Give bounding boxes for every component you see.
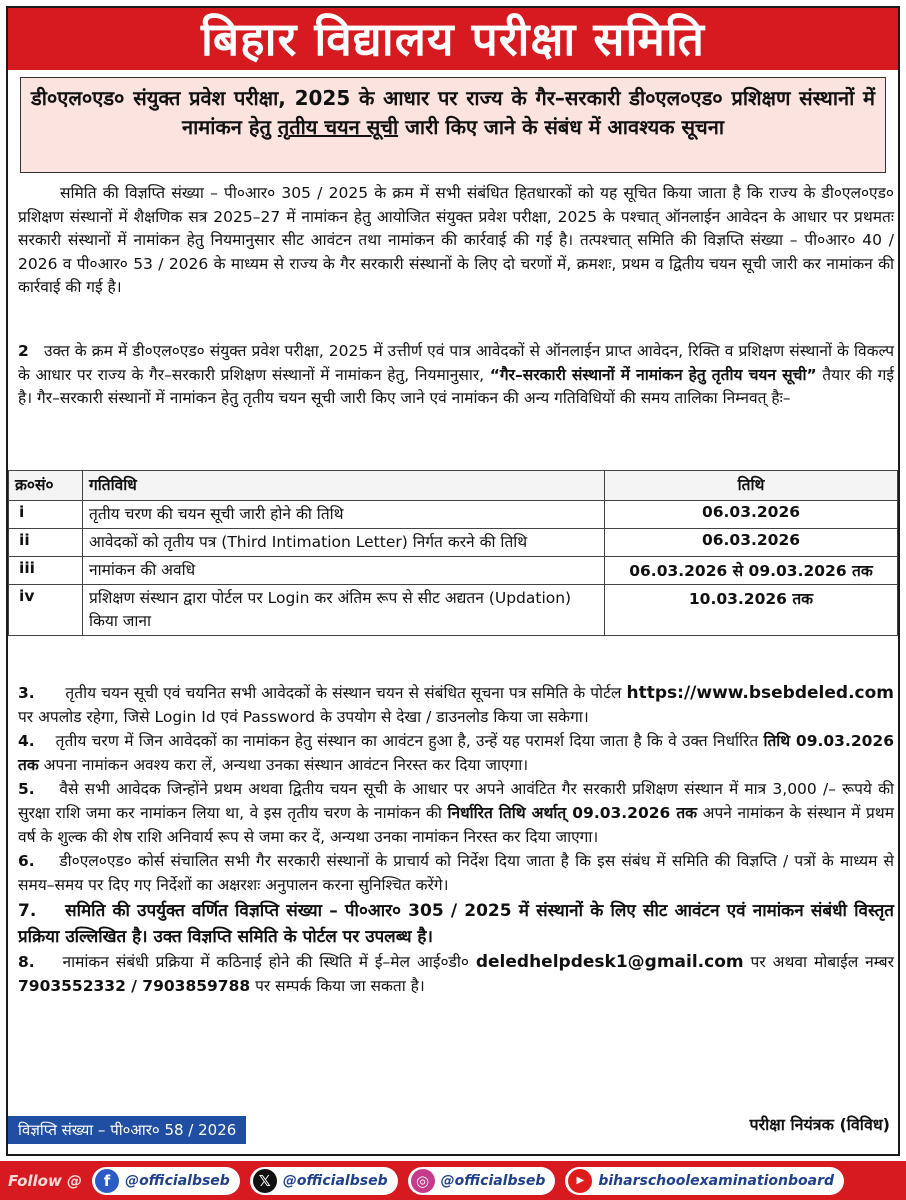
point-4 bbox=[18, 730, 894, 777]
point-4-pre: तृतीय चरण में जिन आवेदकों का नामांकन हेतु संस्थान का आवंटन हुआ है, उन्हें यह परामर्श दिया जाता है कि वे उक्त निर्धारित bbox=[55, 732, 764, 751]
paragraph-2 bbox=[18, 340, 894, 411]
facebook-icon: f bbox=[95, 1169, 119, 1193]
youtube-link[interactable] bbox=[565, 1167, 844, 1195]
point-8-mid: पर अथवा मोबाईल नम्बर bbox=[743, 953, 894, 972]
point-6-number: 6. bbox=[18, 852, 35, 871]
x-handle: @officialbseb bbox=[282, 1172, 388, 1189]
point-5-number: 5. bbox=[18, 780, 35, 799]
point-5-bold: निर्धारित तिथि अर्थात् 09.03.2026 तक bbox=[447, 803, 698, 822]
subject-underlined: तृतीय चयन सूची bbox=[277, 115, 399, 139]
table-row bbox=[9, 585, 898, 636]
paragraph-2-number: 2 bbox=[18, 342, 29, 360]
schedule-table bbox=[8, 470, 898, 636]
row-serial: iii bbox=[9, 557, 83, 585]
point-8 bbox=[18, 951, 894, 998]
signatory: परीक्षा नियंत्रक (विविध) bbox=[749, 1115, 890, 1134]
row-date: 06.03.2026 bbox=[605, 529, 898, 557]
numbered-points bbox=[18, 682, 894, 1000]
paragraph-1: समिति की विज्ञप्ति संख्या – पी०आर० 305 / 2025 के क्रम में सभी संबंधित हितधारकों को यह सूचित किया जाता है कि राज्य के डी०एल०एड० प्रशिक्षण संस्थानों में शैक्षणिक सत्र 2025–27 में नामांकन हेतु आयोजित संयुक्त प्रवेश परीक्षा, 2025 के पश्चात् ऑनलाईन आवेदन के आधार पर प्रथमतः सरकारी संस्थानों में नामांकन हेतु नियमानुसार सीट आवंटन तथा नामांकन की कार्रवाई की गई है। तत्पश्चात् समिति की विज्ञप्ति संख्या – पी०आर० 40 / 2026 व पी०आर० 53 / 2026 के माध्यम से राज्य के गैर सरकारी संस्थानों के लिए दो चरणों में, क्रमशः, प्रथम व द्वितीय चयन सूची जारी कर नामांकन की कार्रवाई की गई है। bbox=[18, 184, 894, 297]
schedule-header-row bbox=[9, 471, 898, 501]
board-title: बिहार विद्यालय परीक्षा समिति bbox=[8, 8, 898, 70]
point-6 bbox=[18, 850, 894, 897]
facebook-handle: @officialbseb bbox=[125, 1172, 230, 1189]
point-3-pre: तृतीय चयन सूची एवं चयनित सभी आवेदकों के संस्थान चयन से संबंधित सूचना पत्र समिति के पोर्टल bbox=[65, 684, 627, 702]
row-date: 10.03.2026 तक bbox=[605, 585, 898, 636]
instagram-icon: ◎ bbox=[411, 1169, 435, 1193]
row-serial: ii bbox=[9, 529, 83, 557]
point-3-number: 3. bbox=[18, 684, 35, 702]
header-date: तिथि bbox=[605, 471, 898, 501]
point-4-post: अपना नामांकन अवश्य करा लें, अन्यथा उनका संस्थान आवंटन निरस्त कर दिया जाएगा। bbox=[38, 755, 529, 774]
subject-post: जारी किए जाने के संबंध में आवश्यक सूचना bbox=[398, 115, 725, 139]
x-link[interactable] bbox=[250, 1167, 398, 1195]
point-3-post: पर अपलोड रहेगा, जिसे Login Id एवं Password के उपयोग से देखा / डाउनलोड किया जा सकेगा। bbox=[18, 707, 589, 726]
helpdesk-email[interactable]: deledhelpdesk1@gmail.com bbox=[475, 952, 744, 973]
row-serial: iv bbox=[9, 585, 83, 636]
facebook-link[interactable] bbox=[92, 1167, 240, 1195]
point-8-number: 8. bbox=[18, 953, 35, 972]
table-row bbox=[9, 557, 898, 585]
portal-link[interactable]: https://www.bsebdeled.com bbox=[626, 683, 894, 703]
point-7-text: समिति की उपर्युक्त वर्णित विज्ञप्ति संख्या – पी०आर० 305 / 2025 में संस्थानों के लिए सीट आवंटन एवं नामांकन संबंधी विस्तृत प्रक्रिया उल्लिखित है। उक्त विज्ञप्ति समिति के पोर्टल पर उपलब्ध है। bbox=[18, 901, 894, 948]
row-activity: प्रशिक्षण संस्थान द्वारा पोर्टल पर Login कर अंतिम रूप से सीट अद्यतन (Updation) किया जाना bbox=[83, 585, 605, 636]
point-5-pre: वैसे सभी आवेदक जिन्होंने प्रथम अथवा द्वितीय चयन सूची के आधार पर अपने आवंटित गैर सरकारी प्रशिक्षण संस्थान में मात्र 3,000 /– रूपये की सुरक्षा राशि जमा कर नामांकन लिया था, वे इस तृतीय चरण के नामांकन की bbox=[18, 780, 894, 822]
row-date: 06.03.2026 bbox=[605, 501, 898, 529]
point-8-pre: नामांकन संबंधी प्रक्रिया में कठिनाई होने की स्थिति में ई–मेल आई०डी० bbox=[62, 953, 476, 972]
point-8-post: पर सम्पर्क किया जा सकता है। bbox=[250, 976, 425, 995]
notice-subject bbox=[20, 77, 886, 173]
helpdesk-phones: 7903552332 / 7903859788 bbox=[18, 976, 251, 995]
table-row bbox=[9, 529, 898, 557]
notice-number-badge: विज्ञप्ति संख्या – पी०आर० 58 / 2026 bbox=[8, 1116, 246, 1144]
point-6-text: डी०एल०एड० कोर्स संचालित सभी गैर सरकारी संस्थानों के प्राचार्य को निर्देश दिया जाता है कि इस संबंध में समिति की विज्ञप्ति / पत्रों के माध्यम से समय–समय पर दिए गए निर्देशों का अक्षरशः अनुपालन करना सुनिश्चित करेंगे। bbox=[18, 852, 895, 894]
row-date: 06.03.2026 से 09.03.2026 तक bbox=[605, 557, 898, 585]
social-bar bbox=[0, 1161, 906, 1200]
point-4-number: 4. bbox=[18, 732, 35, 751]
point-7-number: 7. bbox=[18, 901, 37, 922]
youtube-icon: ▶ bbox=[568, 1169, 592, 1193]
row-activity: नामांकन की अवधि bbox=[83, 557, 605, 585]
paragraph-2-bold: “गैर–सरकारी संस्थानों में नामांकन हेतु तृतीय चयन सूची” bbox=[489, 365, 817, 384]
point-5 bbox=[18, 778, 894, 849]
youtube-handle: biharschoolexaminationboard bbox=[598, 1172, 834, 1189]
point-3 bbox=[18, 682, 894, 729]
header-activity: गतिविधि bbox=[83, 471, 605, 501]
point-7 bbox=[18, 898, 894, 950]
table-row bbox=[9, 501, 898, 529]
point-4-bold: तिथि 09.03.2026 तक bbox=[18, 732, 894, 774]
follow-label: Follow @ bbox=[8, 1171, 83, 1190]
header-serial: क्र०सं० bbox=[9, 471, 83, 501]
row-activity: तृतीय चरण की चयन सूची जारी होने की तिथि bbox=[83, 501, 605, 529]
point-5-post: अपने नामांकन के संस्थान में प्रथम वर्ष के शुल्क की शेष राशि अनिवार्य रूप से जमा कर दें, अन्यथा उनका नामांकन निरस्त कर दिया जाएगा। bbox=[18, 803, 894, 846]
row-serial: i bbox=[9, 501, 83, 529]
instagram-link[interactable] bbox=[408, 1167, 556, 1195]
paragraph-2-post: तैयार की गई है। गैर–सरकारी संस्थानों में नामांकन हेतु तृतीय चयन सूची जारी किए जाने एवं नामांकन की अन्य गतिविधियों की समय तालिका निम्नवत् हैः– bbox=[18, 365, 894, 408]
row-activity: आवेदकों को तृतीय पत्र (Third Intimation Letter) निर्गत करने की तिथि bbox=[83, 529, 605, 557]
subject-pre: डी०एल०एड० संयुक्त प्रवेश परीक्षा, 2025 के आधार पर राज्य के गैर–सरकारी डी०एल०एड० प्रशिक्षण संस्थानों में नामांकन हेतु bbox=[31, 86, 875, 139]
paragraph-2-pre: उक्त के क्रम में डी०एल०एड० संयुक्त प्रवेश परीक्षा, 2025 में उत्तीर्ण एवं पात्र आवेदकों से ऑनलाईन प्राप्त आवेदन, रिक्ति व प्रशिक्षण संस्थानों के विकल्प के आधार पर राज्य के गैर–सरकारी प्रशिक्षण संस्थानों में नामांकन हेतु, नियमानुसार, bbox=[18, 342, 895, 384]
instagram-handle: @officialbseb bbox=[440, 1172, 546, 1189]
x-icon: 𝕏 bbox=[253, 1169, 277, 1193]
